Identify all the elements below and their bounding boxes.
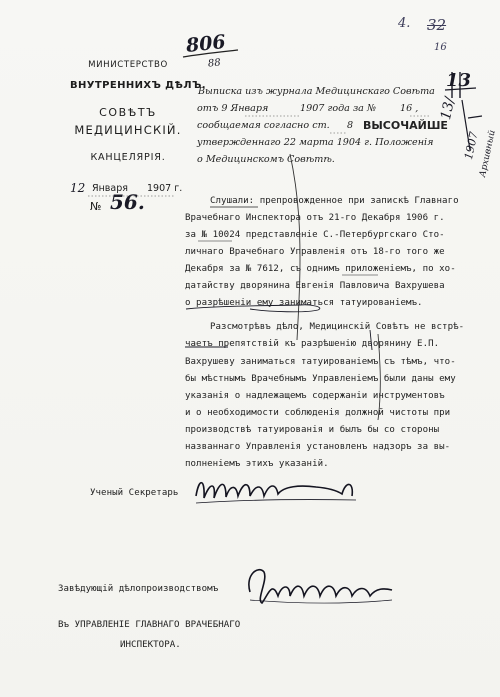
body-p2-line-3: Вахрушеву заниматься татуированіемъ съ тѣмъ, что-	[185, 357, 456, 367]
handwritten-top-right-3: 16	[434, 42, 447, 53]
margin-bracket-marks	[452, 72, 460, 98]
manager-signature	[249, 570, 392, 603]
secretary-signature-tail	[196, 500, 356, 503]
body-p1-line-7: о разрѣшеніи ему заниматься татуированіемъ.	[185, 298, 423, 308]
body-p1-line-5: Декабря за № 7612, съ однимъ приложеніемъ, по хо-	[185, 264, 456, 274]
razreshenii-underline	[186, 305, 320, 312]
ministry-line-2: ВНУТРЕННИХЪ ДѢЛЪ.	[70, 80, 206, 91]
body-p2-line-7: производствѣ татуированія и былъ бы со стороны	[185, 425, 440, 435]
address-line-1: Въ УПРАВЛЕНІЕ ГЛАВНАГО ВРАЧЕБНАГО	[58, 620, 241, 630]
number-underlines	[198, 241, 378, 275]
council-line-1: СОВѢТЪ	[99, 106, 157, 119]
chancery-label: КАНЦЕЛЯРІЯ.	[90, 152, 166, 163]
body-p1-line-3: за № 10024 представленіе С.-Петербургскаго Сто-	[185, 230, 445, 240]
secretary-label: Ученый Секретарь	[90, 488, 179, 498]
handwritten-top-sub: 88	[207, 57, 222, 70]
body-p2-line-5: указанія о надлежащемъ содержаніи инструментовъ	[185, 391, 445, 401]
body-p2-line-9: полненіемъ этихъ указаній.	[185, 459, 329, 469]
handwritten-top-right-2: 32	[427, 16, 447, 34]
extract-line-2b: 1907 года за №	[300, 103, 377, 114]
extract-line-3b: 8	[347, 120, 354, 131]
address-line-2: ИНСПЕКТОРА.	[120, 640, 181, 650]
manager-label: Завѣдующій дѣлопроизводствомъ	[58, 584, 219, 594]
number-value: 56.	[110, 190, 145, 214]
handwritten-top-number: 806	[184, 30, 227, 58]
extract-line-2c: 16 ,	[400, 103, 419, 114]
council-line-2: МЕДИЦИНСКІЙ.	[74, 123, 182, 137]
p2-side-bracket	[378, 334, 380, 420]
manager-signature-tail	[250, 600, 392, 603]
extract-line-5: о Медицинскомъ Совѣтѣ.	[197, 154, 335, 165]
extract-line-3c: ВЫСОЧАЙШЕ	[363, 119, 448, 132]
margin-note-4: Архивный	[478, 129, 498, 179]
body-p1-line-1: Слушали: препровожденное при запискѣ Главнаго	[210, 196, 459, 206]
extract-line-2a: отъ 9 Января	[197, 103, 269, 114]
extract-dotted-lines	[245, 116, 430, 133]
body-p2-line-6: и о необходимости соблюденія должной чистоты при	[185, 408, 451, 418]
margin-slash-marks	[445, 88, 482, 150]
ne-vstrechaet-marks	[185, 330, 372, 350]
top-number-underline	[183, 50, 238, 57]
secretary-signature	[196, 483, 352, 498]
extract-line-1: Выписка изъ журнала Медицинскаго Совѣта	[198, 86, 435, 97]
handwritten-top-right-1: 4.	[398, 16, 411, 31]
extract-line-4: утвержденнаго 22 марта 1904 г. Положенія	[197, 137, 434, 148]
date-month: Января	[92, 183, 128, 194]
extract-line-3a: сообщаемая согласно ст.	[197, 120, 330, 131]
margin-note-3: 1907	[462, 130, 481, 161]
body-p1-line-6: датайству дворянина Евгенія Павловича Вахрушева	[185, 281, 445, 291]
date-day: 12	[70, 181, 86, 195]
body-p1-line-2: Врачебнаго Инспектора отъ 21-го Декабря 1906 г.	[185, 213, 445, 223]
margin-note-2: 13/	[438, 95, 459, 122]
body-p2-line-4: бы мѣстнымъ Врачебнымъ Управленіемъ были даны ему	[185, 374, 456, 384]
body-p2-line-8: названнаго Управленія установленъ надзоръ за вы-	[185, 442, 451, 452]
number-label: №	[90, 200, 102, 213]
body-p2-line-1: Разсмотрѣвъ дѣло, Медицинскій Совѣтъ не встрѣ-	[210, 322, 465, 332]
date-year: 1907 г.	[147, 183, 183, 194]
ministry-line-1: МИНИСТЕРСТВО	[88, 60, 168, 70]
margin-note-1: 13	[446, 70, 472, 91]
body-p2-line-2: чаетъ препятствій къ разрѣшенію дворянину Е.П.	[185, 339, 440, 349]
body-p1-line-4: личнаго Врачебнаго Управленія отъ 18-го того же	[185, 247, 445, 257]
